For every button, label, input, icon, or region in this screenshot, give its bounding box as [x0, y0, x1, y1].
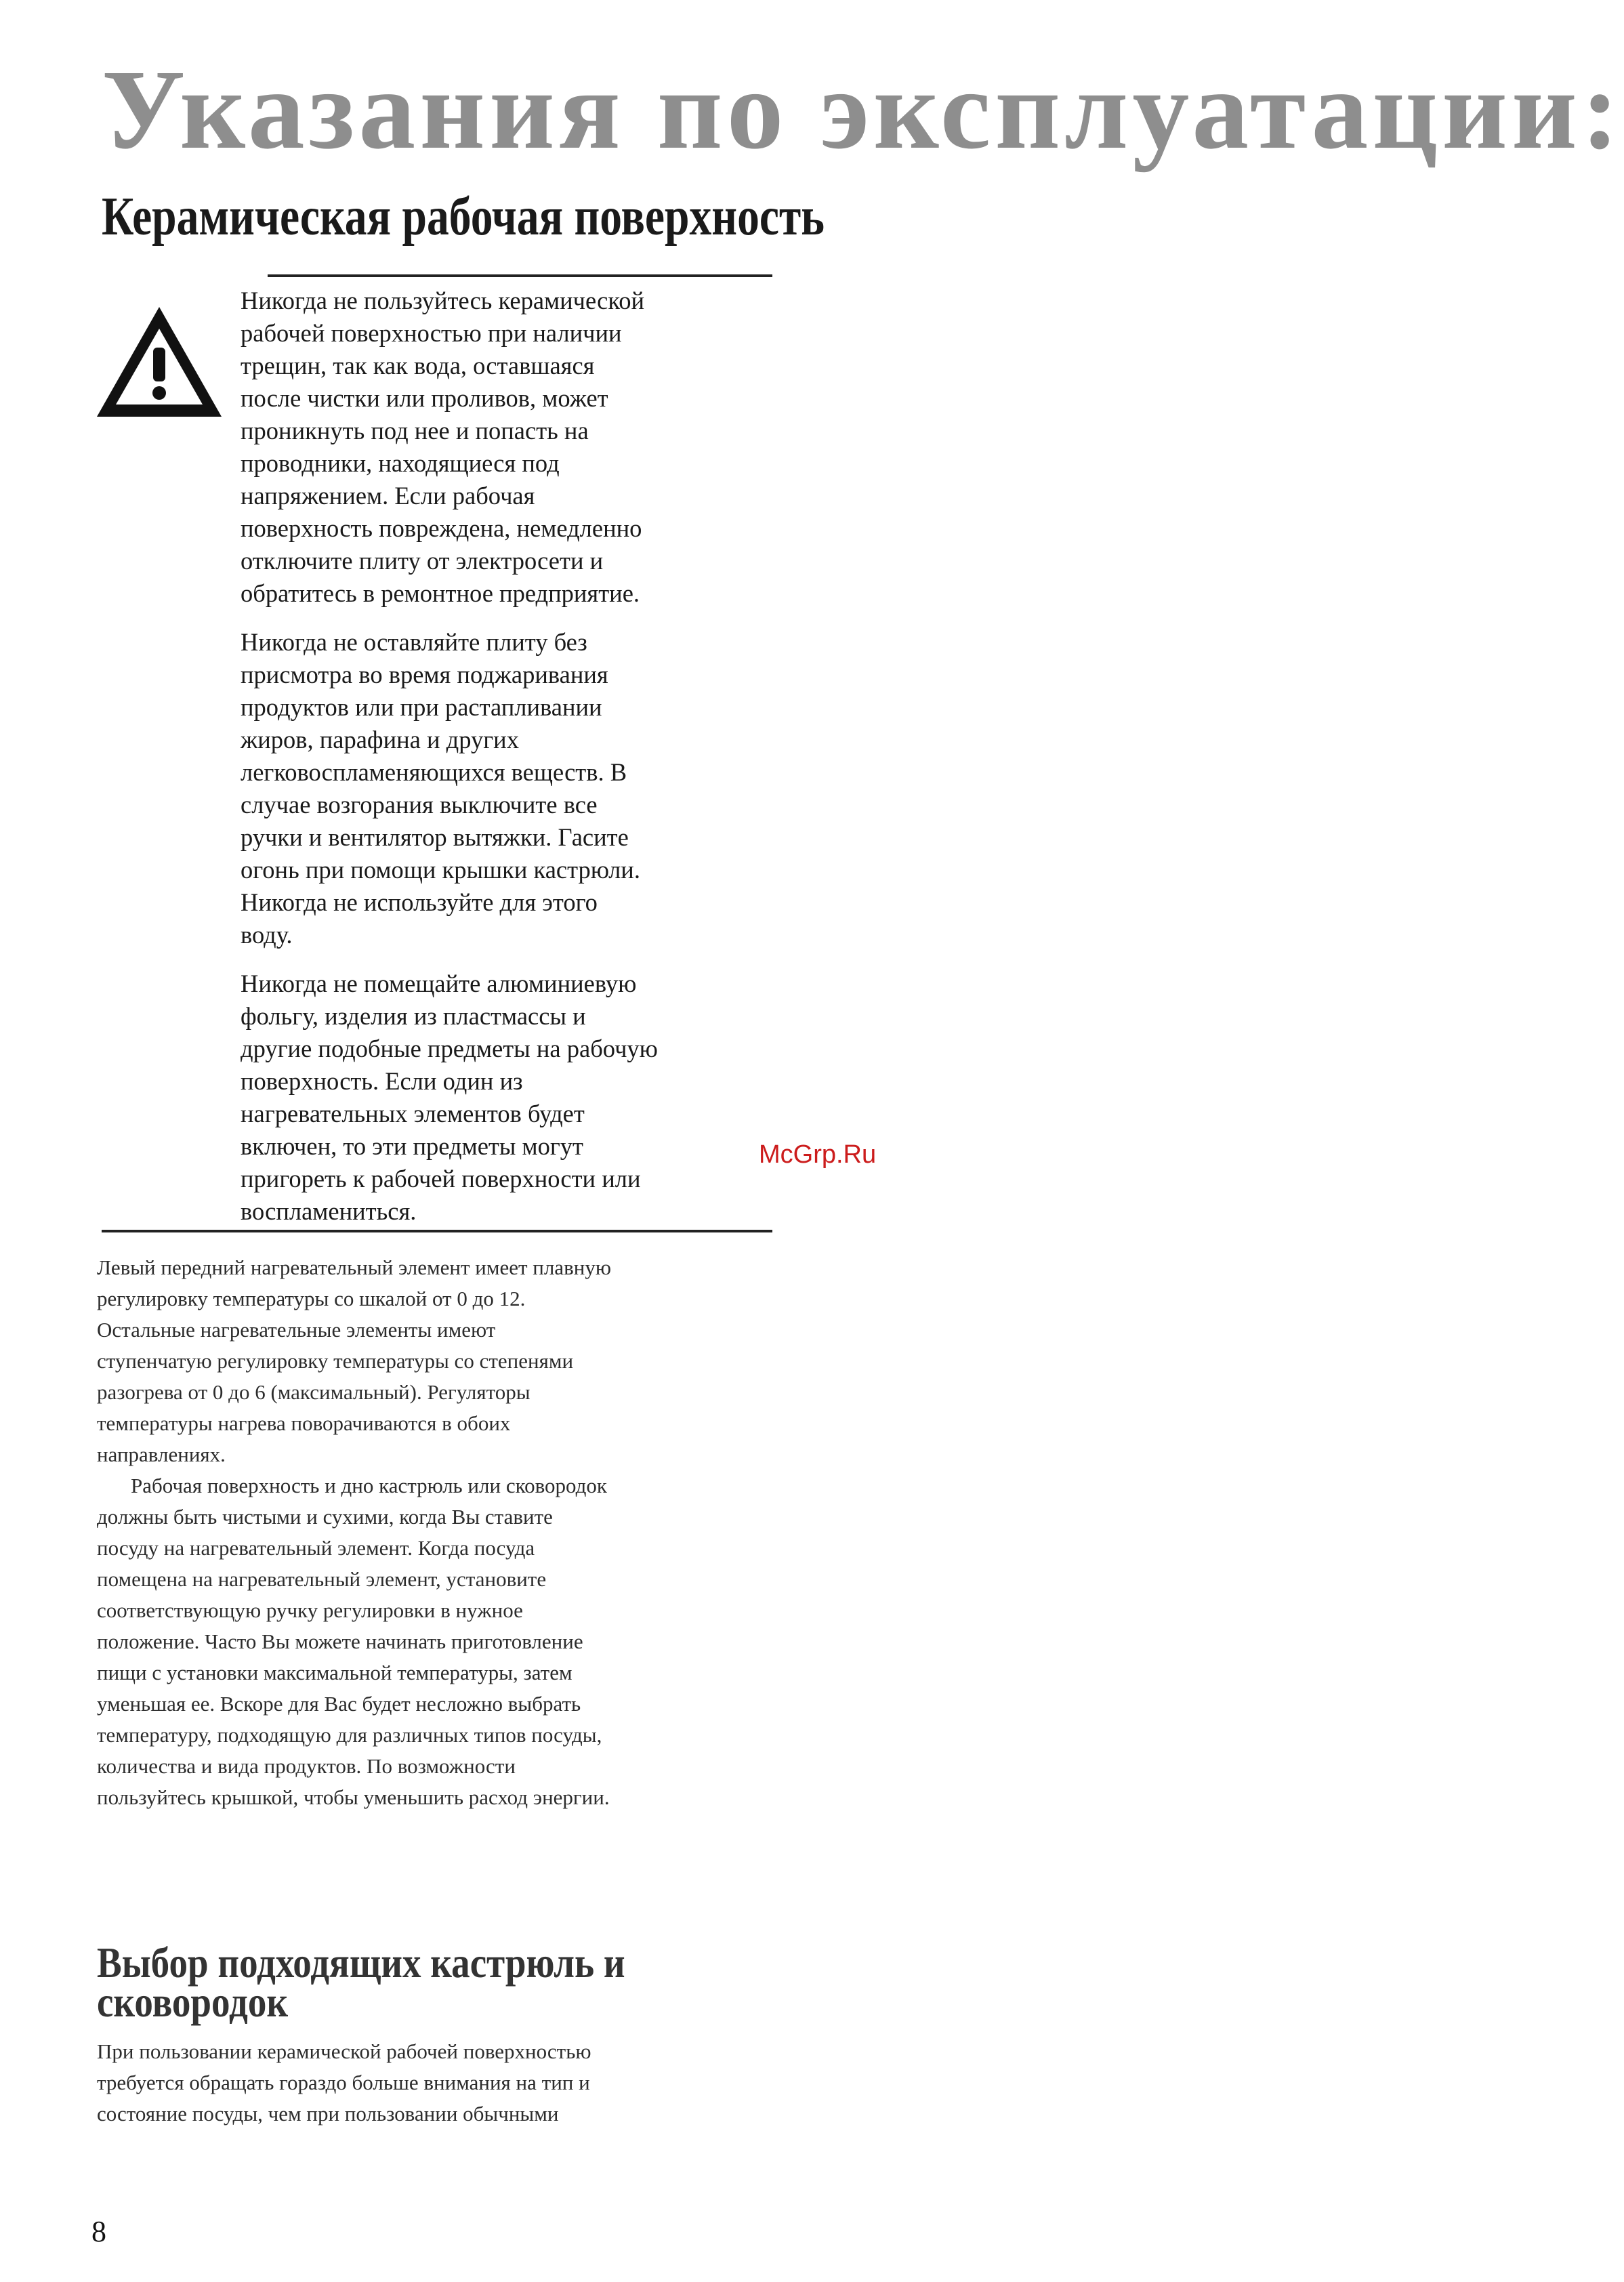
warning-paragraph-foil: Никогда не помещайте алюминиевую фольгу, изделия из пластмассы и другие подобные предметы на рабочую поверхность. Если один из нагревательных элементов будет включен, то эти предметы могут пригореть к рабочей поверхности или воспламениться. — [241, 970, 658, 1225]
subsection-paragraph: При пользовании керамической рабочей поверхностью требуется обращать гораздо больше внимания на тип и состояние посуды, чем при пользовании обычными — [97, 2039, 591, 2125]
subsection-text — [97, 2036, 774, 2130]
warning-triangle-icon — [91, 302, 227, 423]
watermark: McGrp.Ru — [759, 1140, 877, 1169]
warning-top-rule — [268, 274, 772, 277]
page-number: 8 — [91, 2215, 106, 2248]
warnings-block — [241, 285, 776, 1244]
warning-paragraph-fire: Никогда не оставляйте плиту без присмотра во время поджаривания продуктов или при растапливании жиров, парафина и других легковоспламеняющихся веществ. В случае возгорания выключите все ручки и вентилятор вытяжки. Гасите огонь при помощи крышки кастрюли. Никогда не используйте для этого воду. — [241, 628, 640, 949]
warning-bottom-rule — [102, 1230, 772, 1232]
subsection-title: Выбор подходящих кастрюль и сковородок — [97, 1938, 625, 2026]
page-title: Указания по эксплуатации: — [102, 47, 1623, 173]
section-title: Керамическая рабочая поверхность — [102, 187, 825, 247]
warning-paragraph-cracks: Никогда не пользуйтесь керамической рабочей поверхностью при наличии трещин, так как вода, оставшаяся после чистки или проливов, может проникнуть под нее и попасть на проводники, находящиеся под напряжением. Если рабочая поверхность повреждена, немедленно отключите плиту от электросети и обратитесь в ремонтное предприятие. — [241, 287, 644, 607]
body-paragraph-controls: Левый передний нагревательный элемент имеет плавную регулировку температуры со шкалой от 0 до 12. Остальные нагревательные элементы имеют ступенчатую регулировку температуры со степенями разогрева от 0 до 6 (максимальный). Регуляторы температуры нагрева поворачиваются в обоих направлениях. — [97, 1256, 612, 1466]
body-text — [97, 1252, 774, 1813]
body-paragraph-usage: Рабочая поверхность и дно кастрюль или сковородок должны быть чистыми и сухими, когда Вы ставите посуду на нагревательный элемент. Когда посуда помещена на нагревательный элемент, установите соответствующую ручку регулировки в нужное положение. Часто Вы можете начинать приготовление пищи с установки максимальной температуры, затем уменьшая ее. Вскоре для Вас будет несложно выбрать температуру, подходящую для различных типов посуды, количества и вида продуктов. По возможности пользуйтесь крышкой, чтобы уменьшить расход энергии. — [97, 1474, 610, 1809]
